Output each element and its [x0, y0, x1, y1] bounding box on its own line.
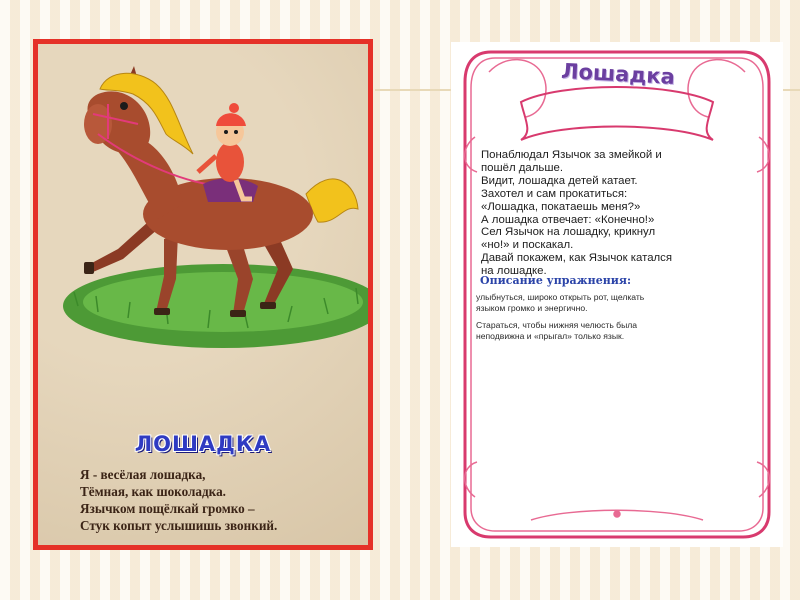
description-line: языком громко и энергично.: [476, 302, 588, 313]
note-line: Стараться, чтобы нижняя челюсть была: [476, 320, 638, 330]
horse-picture-card: [33, 39, 373, 550]
story-line: пошёл дальше.: [481, 161, 563, 174]
exercise-note: [476, 320, 776, 341]
description-line: улыбнуться, широко открыть рот, щелкать: [476, 292, 645, 302]
description-heading: Описание упражнения:: [480, 274, 632, 287]
exercise-card: [451, 42, 783, 547]
poem: [80, 466, 368, 534]
picture-card-title: ЛОШАДКА: [134, 432, 272, 456]
poem-line: Тёмная, как шоколадка.: [80, 484, 226, 499]
story-line: Видит, лошадка детей катает.: [481, 174, 638, 187]
exercise-title: Лошадка: [560, 59, 676, 89]
story-line: Понаблюдал Язычок за змейкой и: [481, 149, 662, 161]
story-line: Сел Язычок на лошадку, крикнул: [481, 226, 656, 239]
note-line: неподвижна и «прыгал» только язык.: [476, 330, 625, 341]
story-line: Давай покажем, как Язычок катался: [481, 252, 673, 265]
story-text: [481, 149, 771, 278]
poem-line: Язычком пощёлкай громко –: [80, 501, 255, 516]
horse-illustration: [38, 44, 368, 384]
poem-line: Я - весёлая лошадка,: [80, 467, 206, 482]
story-line: «но!» и поскакал.: [481, 239, 574, 252]
poem-line: Стук копыт услышишь звонкий.: [80, 518, 278, 533]
story-line: А лошадка отвечает: «Конечно!»: [481, 213, 655, 226]
exercise-description: [476, 292, 776, 313]
story-line: на лошадке.: [481, 265, 547, 278]
picture-card-inner: [38, 44, 368, 545]
story-line: Захотел и сам прокатиться:: [481, 187, 628, 200]
story-line: «Лошадка, покатаешь меня?»: [481, 200, 641, 213]
